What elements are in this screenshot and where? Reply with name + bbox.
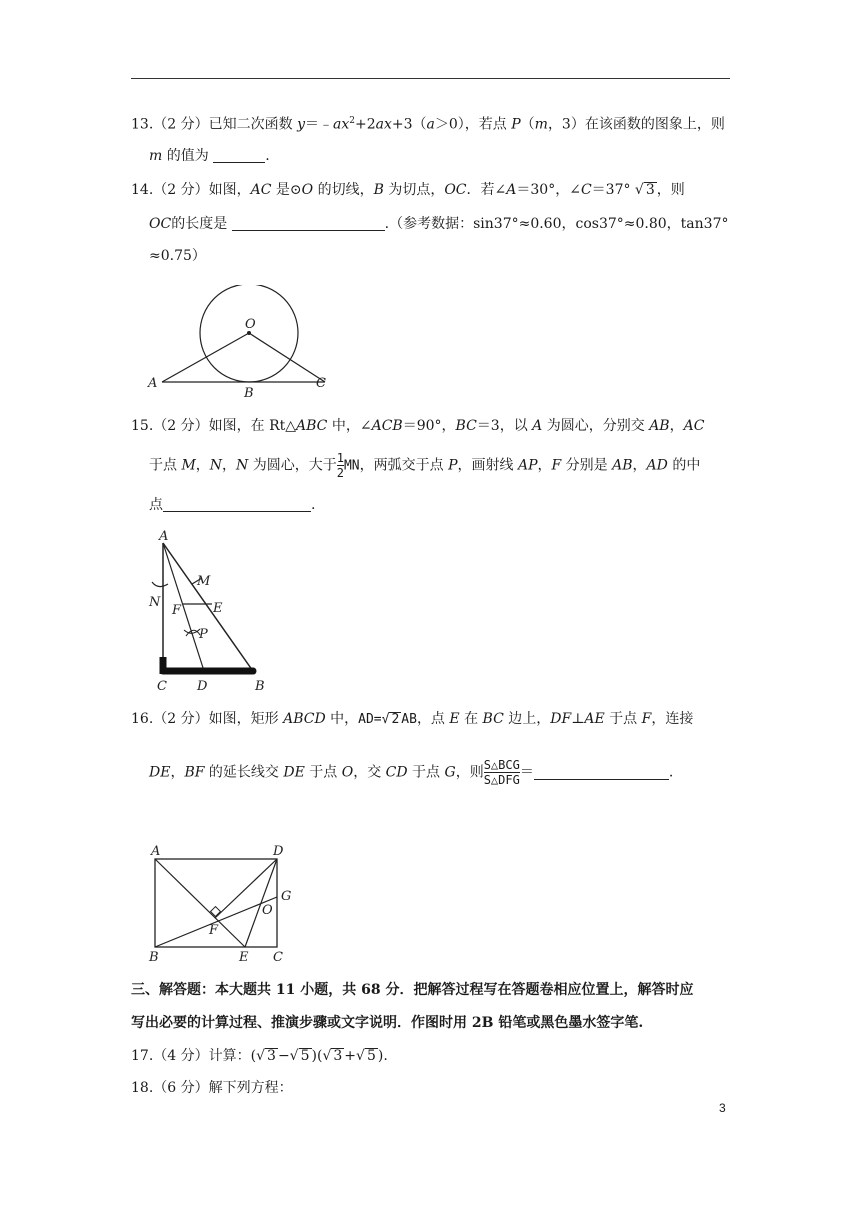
label-b: B bbox=[244, 386, 254, 401]
label-n: N bbox=[149, 595, 161, 610]
label-a: A bbox=[159, 529, 169, 544]
area-ratio-fraction: $\frac{\text{S△BCG}}{\text{S△DFG}}$ bbox=[483, 758, 520, 787]
q17-line: 17.（4 分）计算：(√ 3 −√ 5 )(√ 3 +√ 5 ). bbox=[131, 1048, 388, 1064]
label-d: D bbox=[273, 844, 284, 859]
label-o: O bbox=[262, 903, 273, 918]
q18-line: 18.（6 分）解下列方程： bbox=[131, 1080, 293, 1096]
answer-blank[interactable] bbox=[534, 764, 669, 780]
fraction-half: $\frac{1}{2}$ bbox=[336, 451, 344, 480]
q16-line2: DE，BF 的延长线交 DE 于点 O，交 CD 于点 G，则 $\frac{\text{S△BCG}}{\text{S△DFG}}$ ＝ . bbox=[149, 758, 674, 787]
label-p: P bbox=[199, 627, 208, 642]
section3-line1: 三、解答题：本大题共 11 小题，共 68 分．把解答过程写在答题卷相应位置上，解答时应 bbox=[131, 982, 694, 998]
label-m: M bbox=[197, 574, 211, 589]
label-d: D bbox=[197, 679, 208, 693]
label-a: A bbox=[148, 376, 158, 391]
label-o: O bbox=[245, 317, 256, 332]
q16-line1: 16.（2 分）如图，矩形 ABCD 中，AD=√ 2 AB，点 E 在 BC 边上，DF⊥AE 于点 F，连接 bbox=[131, 711, 694, 727]
q16-figure bbox=[140, 840, 300, 970]
label-e: E bbox=[213, 601, 223, 616]
answer-blank[interactable] bbox=[232, 215, 385, 231]
label-g: G bbox=[281, 889, 292, 904]
q15-line2: 于点 M，N，N 为圆心，大于 $\frac{1}{2}$ MN，两弧交于点 P，画射线 AP，F 分别是 AB，AD 的中 bbox=[149, 451, 701, 480]
label-b: B bbox=[255, 679, 265, 693]
q14-figure bbox=[140, 285, 340, 405]
label-b: B bbox=[149, 950, 159, 965]
label-c: C bbox=[157, 679, 167, 693]
header-rule bbox=[131, 78, 730, 79]
q15-figure bbox=[140, 528, 280, 693]
section3-line2: 写出必要的计算过程、推演步骤或文字说明．作图时用 2B 铅笔或黑色墨水签字笔. bbox=[131, 1015, 644, 1031]
q13-line2: m 的值为 . bbox=[149, 148, 270, 164]
label-e: E bbox=[239, 950, 249, 965]
q14-line1: 14.（2 分）如图，AC 是⊙O 的切线，B 为切点，OC．若∠A＝30°，∠C＝37° √ 3 ，则 bbox=[131, 182, 685, 198]
q15-line3: 点 . bbox=[149, 497, 316, 513]
label-f: F bbox=[209, 923, 219, 938]
q14-line3: ≈0.75） bbox=[149, 248, 206, 264]
label-f: F bbox=[172, 603, 182, 618]
q14-line2: OC的长度是 .（参考数据：sin37°≈0.60，cos37°≈0.80，tan37° bbox=[149, 216, 729, 232]
answer-blank[interactable] bbox=[163, 496, 311, 512]
q13-line1: 13.（2 分）已知二次函数 $y=﹣ax^2+2ax+3(a>0)$，若点 P（m，3）在该函数的图象上，则 bbox=[131, 116, 725, 133]
label-c: C bbox=[273, 950, 283, 965]
answer-blank[interactable] bbox=[213, 147, 265, 163]
label-a: A bbox=[151, 844, 161, 859]
q15-line1: 15.（2 分）如图，在 Rt△ABC 中，∠ACB＝90°，BC＝3，以 A 为圆心，分别交 AB，AC bbox=[131, 418, 705, 434]
label-c: C bbox=[316, 376, 326, 391]
page-number: 3 bbox=[719, 1101, 726, 1115]
